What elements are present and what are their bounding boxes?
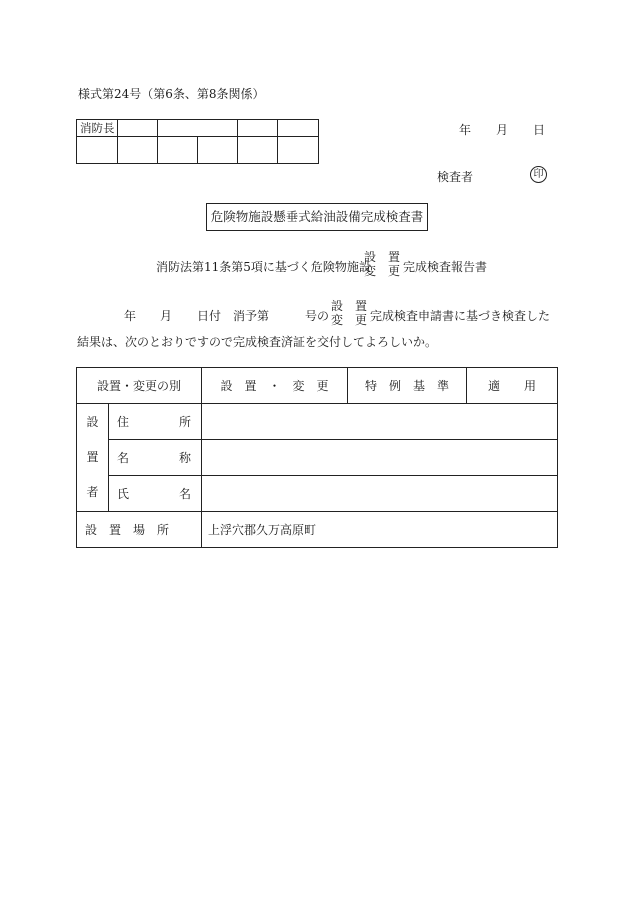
- date-month: 月: [496, 123, 509, 137]
- stamp-cell[interactable]: [158, 120, 238, 137]
- choice-install: 設 置: [331, 299, 368, 313]
- inspector-seal-icon: 印: [530, 166, 547, 183]
- fire-chief-label: 消防長: [77, 120, 118, 137]
- installer-char: 者: [86, 485, 99, 499]
- body-line1-rest: 完成検査申請書に基づき検査した: [370, 309, 551, 323]
- inspection-table: [76, 367, 558, 548]
- header-special: 特 例 基 準: [348, 368, 467, 404]
- installer-label: [77, 404, 109, 512]
- stamp-cell[interactable]: [278, 137, 319, 164]
- body-number-of: 号の: [305, 309, 330, 323]
- choice-install: 設 置: [364, 250, 401, 264]
- body-year: 年: [124, 309, 137, 323]
- body-line2: 結果は、次のとおりですので完成検査済証を交付してよろしいか。: [77, 335, 438, 349]
- stamp-cell[interactable]: [238, 137, 278, 164]
- choice-change: 変 更: [331, 313, 368, 327]
- table-row: [77, 404, 558, 440]
- stamp-cell[interactable]: [77, 137, 118, 164]
- installer-char: 置: [86, 450, 99, 464]
- stamp-cell[interactable]: [278, 120, 319, 137]
- address-value[interactable]: [202, 404, 558, 440]
- inspector-label: 検査者: [437, 170, 474, 184]
- name-value[interactable]: [202, 440, 558, 476]
- header-apply: 適 用: [467, 368, 558, 404]
- stamp-cell[interactable]: [158, 137, 198, 164]
- body-day-ref: 日付 消予第: [197, 309, 270, 323]
- name-label: 名 称: [109, 440, 202, 476]
- table-row: [77, 512, 558, 548]
- report-title-suffix: 完成検査報告書: [403, 260, 488, 274]
- person-value[interactable]: [202, 476, 558, 512]
- report-title-prefix: 消防法第11条第5項に基づく危険物施設: [156, 260, 371, 274]
- location-label: 設 置 場 所: [77, 512, 202, 548]
- body-month: 月: [160, 309, 173, 323]
- table-row: [77, 440, 558, 476]
- date-year: 年: [459, 123, 472, 137]
- person-label: 氏 名: [109, 476, 202, 512]
- stamp-cell[interactable]: [198, 137, 238, 164]
- form-number: 様式第24号（第6条、第8条関係）: [78, 87, 265, 101]
- installer-char: 設: [86, 415, 99, 429]
- approval-stamp-box: [76, 119, 319, 164]
- stamp-cell[interactable]: [118, 137, 158, 164]
- stamp-cell[interactable]: [118, 120, 158, 137]
- stamp-cell[interactable]: [238, 120, 278, 137]
- header-value[interactable]: 設 置 ・ 変 更: [202, 368, 348, 404]
- choice-change: 変 更: [364, 264, 401, 278]
- date-day: 日: [533, 123, 546, 137]
- document-title: 危険物施設懸垂式給油設備完成検査書: [206, 203, 428, 231]
- address-label: 住 所: [109, 404, 202, 440]
- body-choice[interactable]: [331, 299, 367, 327]
- report-title-choice[interactable]: [364, 250, 400, 278]
- location-value[interactable]: 上浮穴郡久万高原町: [202, 512, 558, 548]
- table-header-row: [77, 368, 558, 404]
- table-row: [77, 476, 558, 512]
- header-type: 設置・変更の別: [77, 368, 202, 404]
